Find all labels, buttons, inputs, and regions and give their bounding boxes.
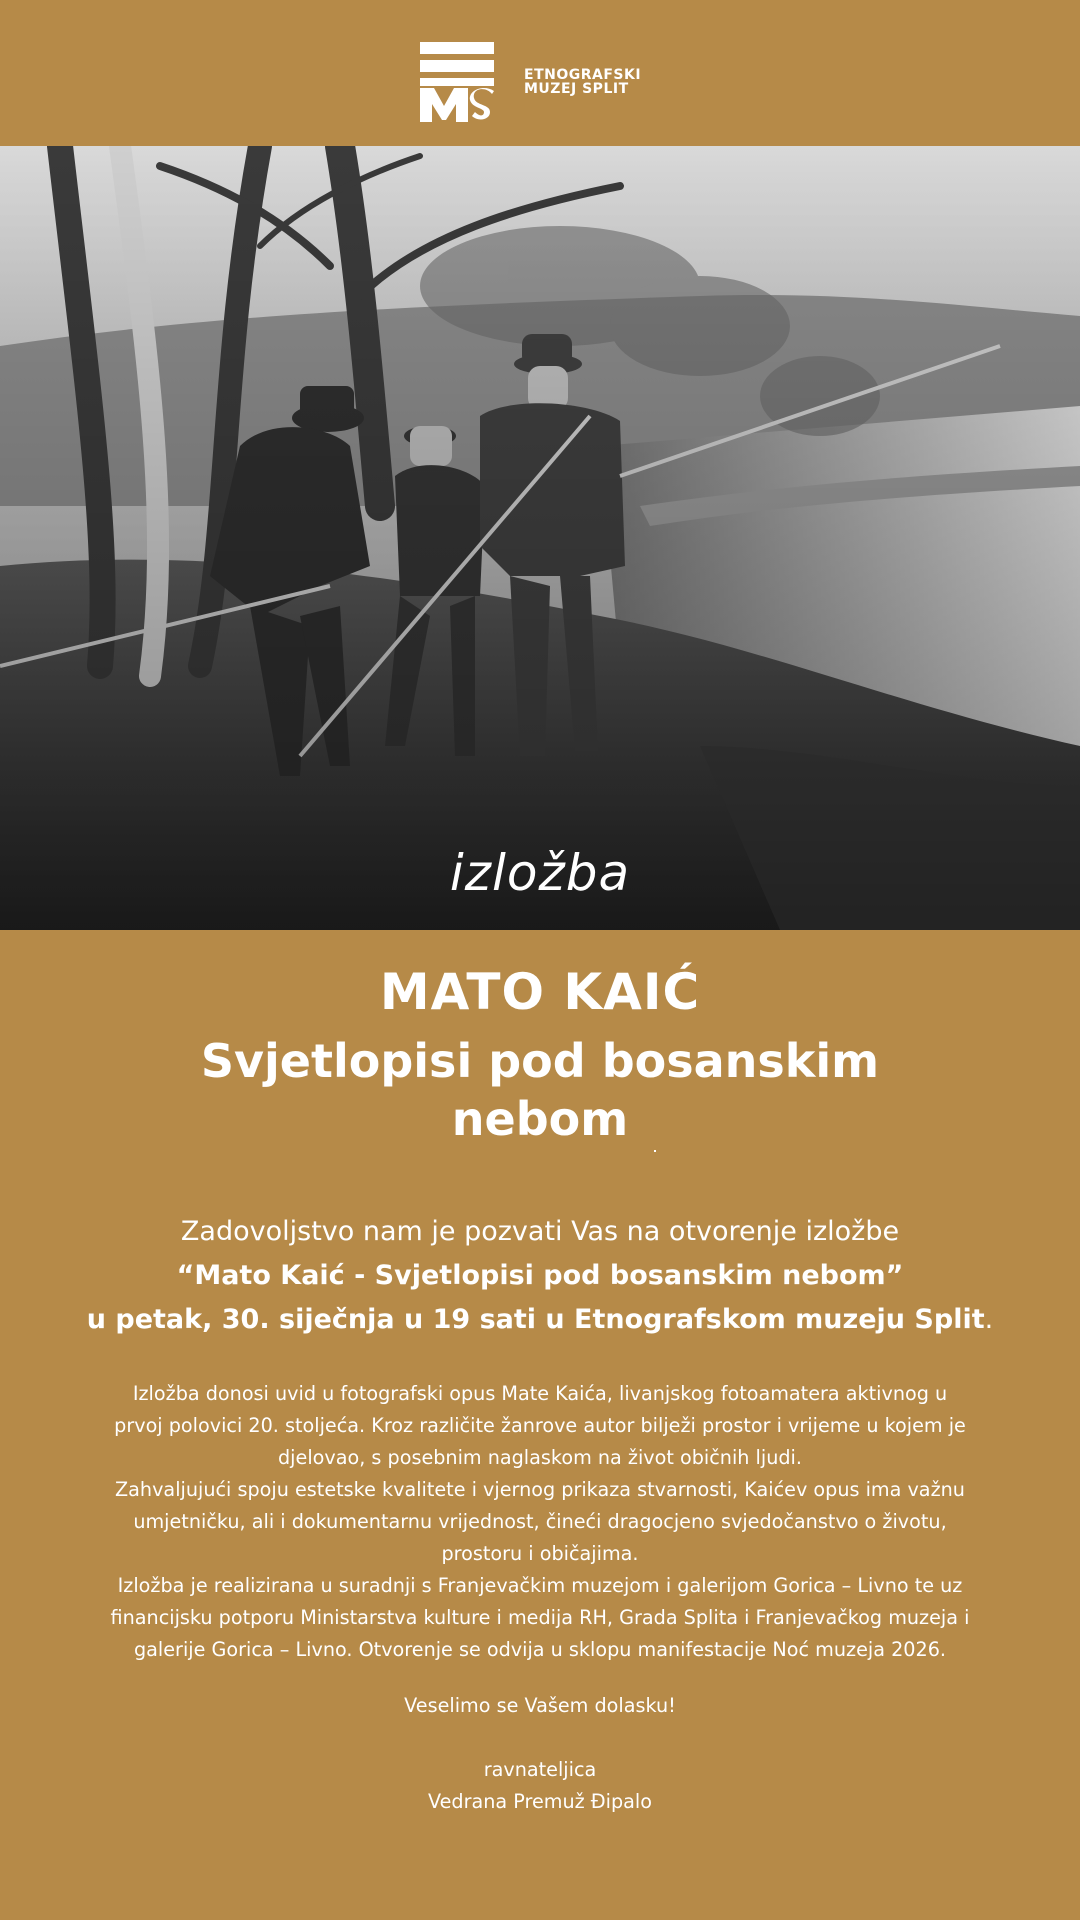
description-line: financijsku potporu Ministarstva kulture i medija RH, Grada Splita i Franjevačkog muzeja i: [110, 1606, 970, 1629]
title-subtitle-line-1: Svjetlopisi pod bosanskim: [200, 1034, 880, 1088]
description-line: umjetničku, ali i dokumentarnu vrijednost, čineći dragocjeno svjedočanstvo o životu,: [133, 1510, 947, 1533]
ems-logo-icon: [420, 42, 494, 122]
museum-logo: [420, 42, 641, 122]
title-subtitle: [0, 1032, 1080, 1148]
exhibition-photo: [0, 146, 1080, 930]
logo-line-2: MUZEJ SPLIT: [524, 81, 629, 97]
description-line: Zahvaljujući spoju estetske kvalitete i vjernog prikaza stvarnosti, Kaićev opus ima važnu: [115, 1478, 965, 1501]
signoff-greeting: Veselimo se Vašem dolasku!: [404, 1694, 676, 1717]
header: [0, 0, 1080, 146]
invitation-line-3-text: u petak, 30. siječnja u 19 sati u Etnografskom muzeju Split: [86, 1304, 985, 1335]
description-line: djelovao, s posebnim naglaskom na život običnih ljudi.: [278, 1446, 802, 1469]
exhibition-title: [0, 962, 1080, 1148]
description-line: prostoru i običajima.: [441, 1542, 639, 1565]
invitation-line-2: “Mato Kaić - Svjetlopisi pod bosanskim nebom”: [176, 1260, 904, 1291]
fishing-photo-image: [0, 146, 1080, 930]
photo-caption: izložba: [449, 844, 631, 902]
decorative-dot: [654, 1150, 656, 1152]
description-line: Izložba je realizirana u suradnji s Franjevačkim muzejom i galerijom Gorica – Livno te uz: [117, 1574, 963, 1597]
signoff-role: ravnateljica: [483, 1758, 597, 1781]
invitation-line-1: Zadovoljstvo nam je pozvati Vas na otvorenje izložbe: [180, 1216, 900, 1247]
invitation-line-3: [0, 1298, 1080, 1342]
description-line: prvoj polovici 20. stoljeća. Kroz različite žanrove autor bilježi prostor i vrijeme u kojem je: [114, 1414, 966, 1437]
description-line: galerije Gorica – Livno. Otvorenje se odvija u sklopu manifestacije Noć muzeja 2026.: [133, 1638, 947, 1661]
exhibition-description: [50, 1378, 1030, 1666]
title-subtitle-line-2: nebom: [451, 1092, 629, 1146]
invitation: [0, 1210, 1080, 1342]
logo-line-1: ETNOGRAFSKI: [524, 67, 642, 83]
signoff-name: Vedrana Premuž Đipalo: [427, 1790, 653, 1813]
signoff: [0, 1690, 1080, 1818]
title-artist: MATO KAIĆ: [379, 963, 701, 1021]
logo-text: [524, 68, 641, 96]
description-line: Izložba donosi uvid u fotografski opus Mate Kaića, livanjskog fotoamatera aktivnog u: [132, 1382, 948, 1405]
invitation-line-3-end: .: [984, 1304, 994, 1335]
